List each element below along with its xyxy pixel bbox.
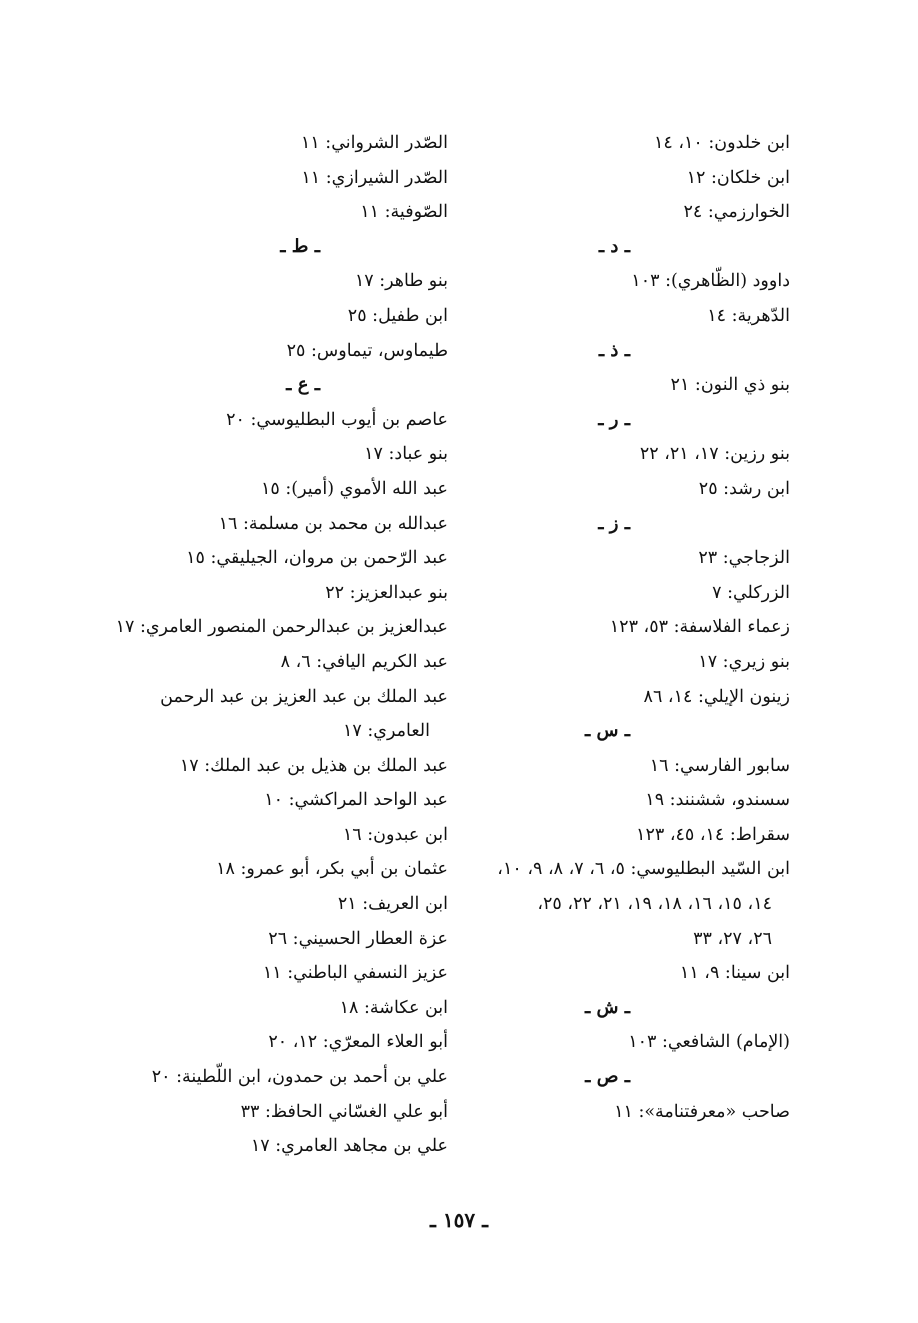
letter-section-header: ـ ش ـ: [584, 996, 630, 1018]
index-entry: عثمان بن أبي بكر، أبو عمرو: ١٨: [216, 859, 448, 880]
index-entry: ابن خلدون: ١٠، ١٤: [653, 133, 790, 153]
index-column-left: [115, 126, 448, 1164]
index-entry: علي بن أحمد بن حمدون، ابن اللّطينة: ٢٠: [151, 1067, 448, 1088]
index-entry: الزجاجي: ٢٣: [698, 548, 790, 569]
letter-section-header: ـ ط ـ: [280, 235, 320, 257]
index-entry: عاصم بن أيوب البطليوسي: ٢٠: [226, 409, 448, 430]
index-entry: سسندو، ششنند: ١٩: [645, 790, 790, 811]
index-entry: أبو العلاء المعرّي: ١٢، ٢٠: [268, 1032, 448, 1053]
index-entry: ابن طفيل: ٢٥: [347, 305, 448, 326]
index-entry: (الإمام) الشافعي: ١٠٣: [628, 1032, 790, 1053]
index-entry: بنو رزين: ١٧، ٢١، ٢٢: [639, 444, 790, 465]
index-entry: أبو علي الغسّاني الحافظ: ٣٣: [240, 1101, 448, 1122]
index-column-right: [470, 126, 790, 1129]
letter-section-header: ـ ز ـ: [598, 512, 630, 534]
index-entry: ابن العريف: ٢١: [337, 894, 448, 915]
index-entry: صاحب «معرفتنامة»: ١١: [614, 1101, 790, 1122]
index-entry: عبد الرّحمن بن مروان، الجيليقي: ١٥: [186, 548, 448, 569]
index-entry: عبد الكريم اليافي: ٦، ٨: [280, 651, 448, 672]
index-entry: عبدالله بن محمد بن مسلمة: ١٦: [218, 513, 448, 534]
index-entry: ١٤، ١٥، ١٦، ١٨، ١٩، ٢١، ٢٢، ٢٥،: [537, 894, 772, 915]
index-entry: ابن السّيد البطليوسي: ٥، ٦، ٧، ٨، ٩، ١٠،: [497, 859, 790, 880]
index-entry: زعماء الفلاسفة: ٥٣، ١٢٣: [609, 617, 790, 638]
page-number: ـ ١٥٧ ـ: [430, 1208, 488, 1232]
index-entry: عبدالعزيز بن عبدالرحمن المنصور العامري: ١٧: [115, 617, 448, 638]
letter-section-header: ـ س ـ: [584, 720, 630, 742]
index-entry: بنو طاهر: ١٧: [354, 271, 448, 292]
index-entry: ٢٦، ٢٧، ٣٣: [693, 928, 772, 949]
index-entry: بنو ذي النون: ٢١: [670, 375, 790, 396]
index-entry: الخوارزمي: ٢٤: [683, 202, 790, 223]
index-entry: عبد الملك بن عبد العزيز بن عبد الرحمن: [160, 686, 448, 707]
index-entry: ابن رشد: ٢٥: [698, 478, 790, 499]
index-entry: عبد الملك بن هذيل بن عبد الملك: ١٧: [179, 755, 448, 776]
index-entry: داوود (الظّاهري): ١٠٣: [631, 271, 790, 292]
index-entry: الصّدر الشرواني: ١١: [300, 133, 448, 153]
index-entry: ابن سينا: ٩، ١١: [679, 963, 790, 984]
index-entry: الزركلي: ٧: [712, 582, 790, 603]
index-entry: زينون الإيلي: ١٤، ٨٦: [643, 686, 790, 707]
letter-section-header: ـ ع ـ: [286, 374, 320, 396]
index-entry: عبد الله الأموي (أمير): ١٥: [260, 478, 448, 499]
letter-section-header: ـ ص ـ: [585, 1066, 630, 1088]
index-entry: طيماوس، تيماوس: ٢٥: [286, 340, 448, 361]
index-entry: بنو عبدالعزيز: ٢٢: [325, 582, 448, 603]
index-entry: العامري: ١٧: [343, 721, 430, 742]
index-entry: الدّهرية: ١٤: [707, 305, 790, 326]
index-entry: عبد الواحد المراكشي: ١٠: [264, 790, 448, 811]
letter-section-header: ـ ذ ـ: [598, 339, 630, 361]
index-entry: سقراط: ١٤، ٤٥، ١٢٣: [636, 824, 790, 845]
index-entry: عزيز النسفي الباطني: ١١: [262, 963, 448, 984]
index-entry: الصّوفية: ١١: [360, 202, 448, 223]
letter-section-header: ـ د ـ: [598, 235, 630, 257]
index-entry: الصّدر الشيرازي: ١١: [301, 167, 448, 188]
index-entry: عزة العطار الحسيني: ٢٦: [268, 928, 448, 949]
index-entry: بنو عباد: ١٧: [364, 444, 448, 465]
index-entry: علي بن مجاهد العامري: ١٧: [250, 1136, 448, 1157]
letter-section-header: ـ ر ـ: [598, 408, 630, 430]
index-entry: بنو زيري: ١٧: [698, 651, 790, 672]
index-entry: ابن عكاشة: ١٨: [339, 997, 448, 1018]
index-entry: ابن عبدون: ١٦: [342, 824, 448, 845]
index-entry: سابور الفارسي: ١٦: [649, 755, 790, 776]
index-entry: ابن خلكان: ١٢: [686, 167, 790, 188]
